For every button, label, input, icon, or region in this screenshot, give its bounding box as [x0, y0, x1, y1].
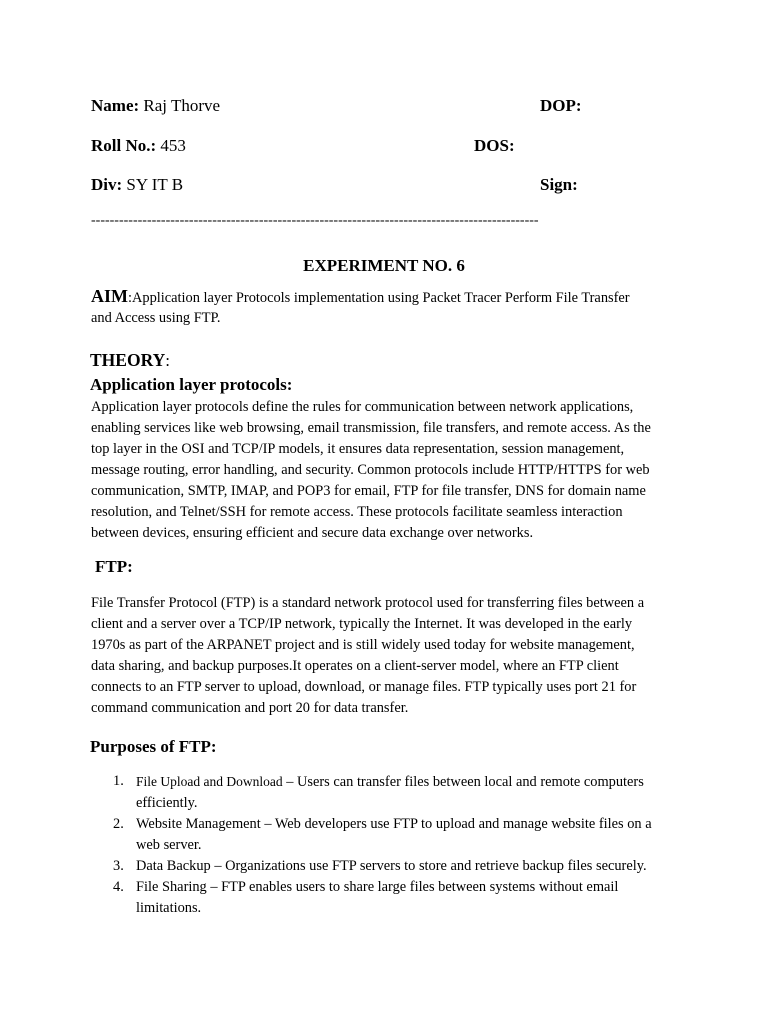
paragraph-line: data sharing, and backup purposes.It operates on a client-server model, where an FTP client [91, 658, 619, 674]
paragraph-line: communication, SMTP, IMAP, and POP3 for email, FTP for file transfer, DNS for domain name [91, 483, 646, 499]
dop-field [540, 96, 582, 116]
list-item [91, 814, 691, 856]
roll-field [91, 136, 186, 156]
list-number: 4. [113, 879, 124, 895]
name-label: Name: [91, 96, 140, 115]
list-number: 2. [113, 816, 124, 832]
divider-line: ------------------------------------------------------------------------------------------------ [91, 213, 539, 228]
paragraph-line: between devices, ensuring efficient and secure data exchange over networks. [91, 525, 534, 541]
list-item [91, 856, 691, 877]
roll-value: 453 [156, 136, 186, 155]
paragraph-line: connects to an FTP server to upload, download, or manage files. FTP typically uses port 21 for [91, 679, 637, 695]
list-item-line: Website Management – Web developers use FTP to upload and manage website files on a [136, 816, 652, 832]
purposes-heading: Purposes of FTP: [90, 737, 217, 756]
list-item-text: – Users can transfer files between local and remote computers [282, 774, 644, 790]
theory-label: THEORY [90, 350, 166, 370]
dos-field [474, 136, 515, 156]
theory-colon: : [165, 351, 170, 370]
list-item-lead: File Upload and Download [136, 774, 283, 789]
paragraph-line: resolution, and Telnet/SSH for remote access. These protocols facilitate seamless interaction [91, 504, 623, 520]
name-field [91, 96, 220, 116]
aim-label: AIM [91, 286, 128, 306]
paragraph-line: top layer in the OSI and TCP/IP models, it ensures data representation, session management, [91, 441, 625, 457]
list-item-line: efficiently. [136, 795, 198, 811]
paragraph-line: command communication and port 20 for data transfer. [91, 700, 409, 716]
div-field [91, 175, 183, 195]
paragraph-line: message routing, error handling, and security. Common protocols include HTTP/HTTPS for web [91, 462, 650, 478]
aim-line-1 [91, 286, 630, 307]
paragraph-line: Application layer protocols define the rules for communication between network applications, [91, 399, 634, 415]
aim-text-1: :Application layer Protocols implementation using Packet Tracer Perform File Transfer [128, 290, 630, 306]
list-item-line: limitations. [136, 900, 202, 916]
list-number: 1. [113, 773, 124, 789]
paragraph-line: enabling services like web browsing, email transmission, file transfers, and remote access. As the [91, 420, 651, 436]
purposes-list [91, 771, 691, 919]
div-value: SY IT B [122, 175, 184, 194]
name-value: Raj Thorve [139, 96, 221, 115]
app-layer-heading: Application layer protocols: [90, 375, 293, 394]
list-item-line: File Sharing – FTP enables users to share large files between systems without email [136, 879, 619, 895]
dop-label: DOP: [540, 96, 582, 115]
experiment-title: EXPERIMENT NO. 6 [303, 256, 465, 275]
ftp-paragraph [91, 593, 691, 719]
roll-label: Roll No.: [91, 136, 157, 155]
dos-label: DOS: [474, 136, 515, 155]
ftp-heading: FTP: [95, 557, 133, 576]
theory-heading [90, 350, 170, 371]
list-item-line: web server. [136, 837, 202, 853]
paragraph-line: File Transfer Protocol (FTP) is a standard network protocol used for transferring files between a [91, 595, 645, 611]
paragraph-line: 1970s as part of the ARPANET project and is still widely used today for website management, [91, 637, 635, 653]
list-number: 3. [113, 858, 124, 874]
paragraph-line: client and a server over a TCP/IP network, typically the Internet. It was developed in the early [91, 616, 633, 632]
div-label: Div: [91, 175, 123, 194]
list-item [91, 771, 691, 814]
sign-field [540, 175, 578, 195]
list-item-line: Data Backup – Organizations use FTP servers to store and retrieve backup files securely. [136, 858, 647, 874]
sign-label: Sign: [540, 175, 578, 194]
app-layer-paragraph [91, 397, 691, 544]
list-item [91, 877, 691, 919]
list-item-line [136, 771, 691, 793]
aim-line-2: and Access using FTP. [91, 310, 221, 326]
